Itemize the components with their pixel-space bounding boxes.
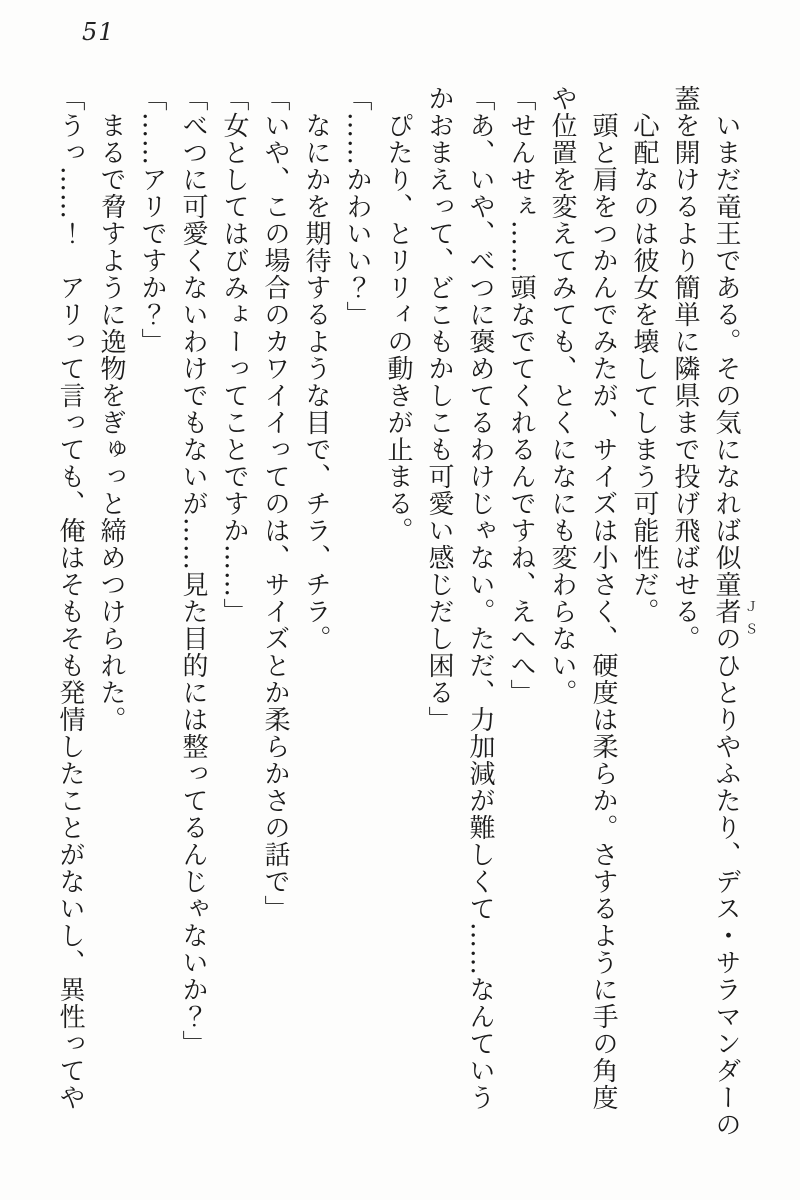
text-line (377, 85, 418, 1117)
text-line (49, 85, 90, 1117)
text-run: 「……かわいい？」 (342, 85, 372, 328)
text-line (541, 85, 582, 1117)
text-run: 「……アリですか？」 (137, 85, 167, 355)
text-run: 蓋を開けるより簡単に隣県まで投げ飛ばせる。 (670, 85, 700, 652)
text-run: や位置を変えてみても、とくになにも変わらない。 (547, 85, 577, 706)
text-line (213, 85, 254, 1117)
text-line (172, 85, 213, 1117)
text-run: かおまえって、どこもかしこも可愛い感じだし困る」 (424, 85, 454, 733)
text-line (459, 85, 500, 1117)
text-run: いまだ竜王である。その気になれば似 (711, 112, 741, 571)
text-line (90, 85, 131, 1117)
text-run: 「べつに可愛くないわけでもないが……見た目的には整ってるんじゃないか？」 (178, 85, 208, 1057)
text-line (705, 85, 757, 1138)
text-run: ぴたり、とリリィの動きが止まる。 (383, 112, 413, 544)
ruby-text: ＪＳ (742, 600, 757, 644)
ruby-base: 童者 (711, 571, 741, 625)
text-run: 頭と肩をつかんでみたが、サイズは小さく、硬度は柔らか。さするように手の角度 (588, 112, 618, 1111)
text-line (664, 85, 705, 1117)
text-run: 「せんせぇ……頭なでてくれるんですね、えへへ」 (506, 85, 536, 706)
text-block (49, 85, 757, 1138)
text-line (582, 85, 623, 1117)
text-run: のひとりやふたり、デス・サラマンダーの (711, 625, 741, 1138)
text-line (418, 85, 459, 1117)
text-line (623, 85, 664, 1117)
text-run: なにかを期待するような目で、チラ、チラ。 (301, 112, 331, 652)
text-run: 「女としてはびみょーってことですか……」 (219, 85, 249, 625)
text-line (254, 85, 295, 1117)
page-number: 51 (82, 18, 115, 46)
text-line (131, 85, 172, 1117)
text-run: 「あ、いや、べつに褒めてるわけじゃない。ただ、力加減が難しくて……なんていう (465, 85, 495, 1111)
text-run: まるで脅すように逸物をぎゅっと締めつけられた。 (96, 112, 126, 733)
text-line (336, 85, 377, 1117)
text-line (295, 85, 336, 1117)
text-line (500, 85, 541, 1117)
text-run: 「いや、この場合のカワイイってのは、サイズとか柔らかさの話で」 (260, 85, 290, 922)
text-run: 心配なのは彼女を壊してしまう可能性だ。 (629, 112, 659, 625)
ruby-annotated-word (711, 571, 757, 644)
text-run: 「うっ……！ アリって言っても、俺はそもそも発情したことがないし、異性ってや (55, 85, 85, 1111)
